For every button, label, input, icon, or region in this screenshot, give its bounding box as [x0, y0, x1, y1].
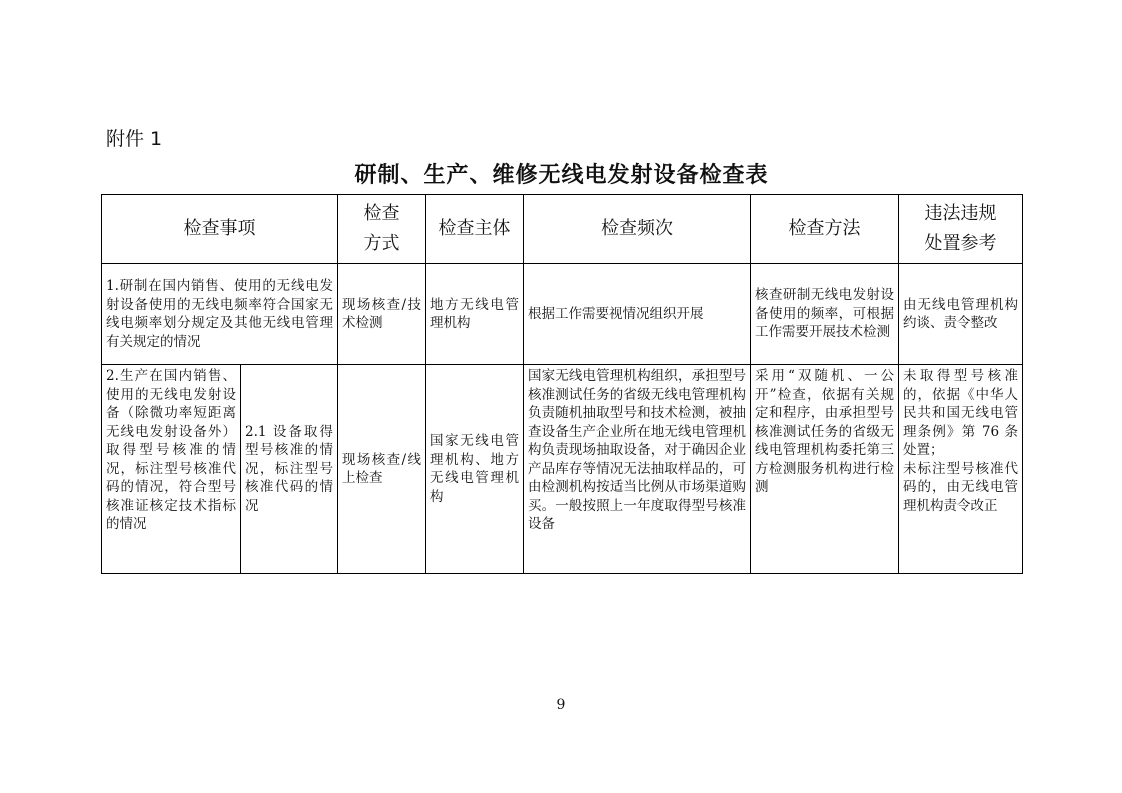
- header-method: 检查方法: [751, 195, 899, 264]
- row1-method: 核查研制无线电发射设备使用的频率，可根据工作需要开展技术检测: [751, 264, 899, 365]
- header-method-type: 检查 方式: [338, 195, 426, 264]
- attachment-label: 附件 1: [106, 128, 163, 150]
- page-number: 9: [556, 697, 566, 713]
- row1-subject: 地方无线电管理机构: [426, 264, 524, 365]
- inspection-table: [101, 194, 1023, 574]
- row1-item: 1.研制在国内销售、使用的无线电发射设备使用的无线电频率符合国家无线电频率划分规定及其他无线电管理有关规定的情况: [102, 264, 338, 365]
- row2-subject: 国家无线电管理机构、地方无线电管理机构: [426, 365, 524, 574]
- row2-sub-item: 2.1 设备取得型号核准的情况，标注型号核准代码的情况: [241, 365, 338, 574]
- row1-frequency: 根据工作需要视情况组织开展: [524, 264, 751, 365]
- row2-method: 采用“双随机、一公开”检查，依据有关规定和程序，由承担型号核准测试任务的省级无线电管理机构委托第三方检测服务机构进行检测: [751, 365, 899, 574]
- row2-penalty: 未取得型号核准的，依据《中华人民共和国无线电管理条例》第 76 条处置； 未标注型号核准代码的，由无线电管理机构责令改正: [899, 365, 1023, 574]
- row1-penalty: 由无线电管理机构约谈、责令整改: [899, 264, 1023, 365]
- row1-method-type: 现场核查/技术检测: [338, 264, 426, 365]
- header-frequency: 检查频次: [524, 195, 751, 264]
- header-row: [102, 195, 1023, 264]
- header-item: 检查事项: [102, 195, 338, 264]
- header-penalty: 违法违规 处置参考: [899, 195, 1023, 264]
- table-row: [102, 365, 1023, 574]
- table-title: 研制、生产、维修无线电发射设备检查表: [354, 163, 769, 188]
- header-subject: 检查主体: [426, 195, 524, 264]
- table-row: [102, 264, 1023, 365]
- row2-item: 2.生产在国内销售、使用的无线电发射设备（除微功率短距离无线电发射设备外）取得型号核准的情况，标注型号核准代码的情况，符合型号核准证核定技术指标的情况: [102, 365, 241, 574]
- row2-method-type: 现场核查/线上检查: [338, 365, 426, 574]
- row2-frequency: 国家无线电管理机构组织，承担型号核准测试任务的省级无线电管理机构负责随机抽取型号和技术检测，被抽查设备生产企业所在地无线电管理机构负责现场抽取设备，对于确因企业产品库存等情况无法抽取样品的，可由检测机构按适当比例从市场渠道购买。一般按照上一年度取得型号核准设备: [524, 365, 751, 574]
